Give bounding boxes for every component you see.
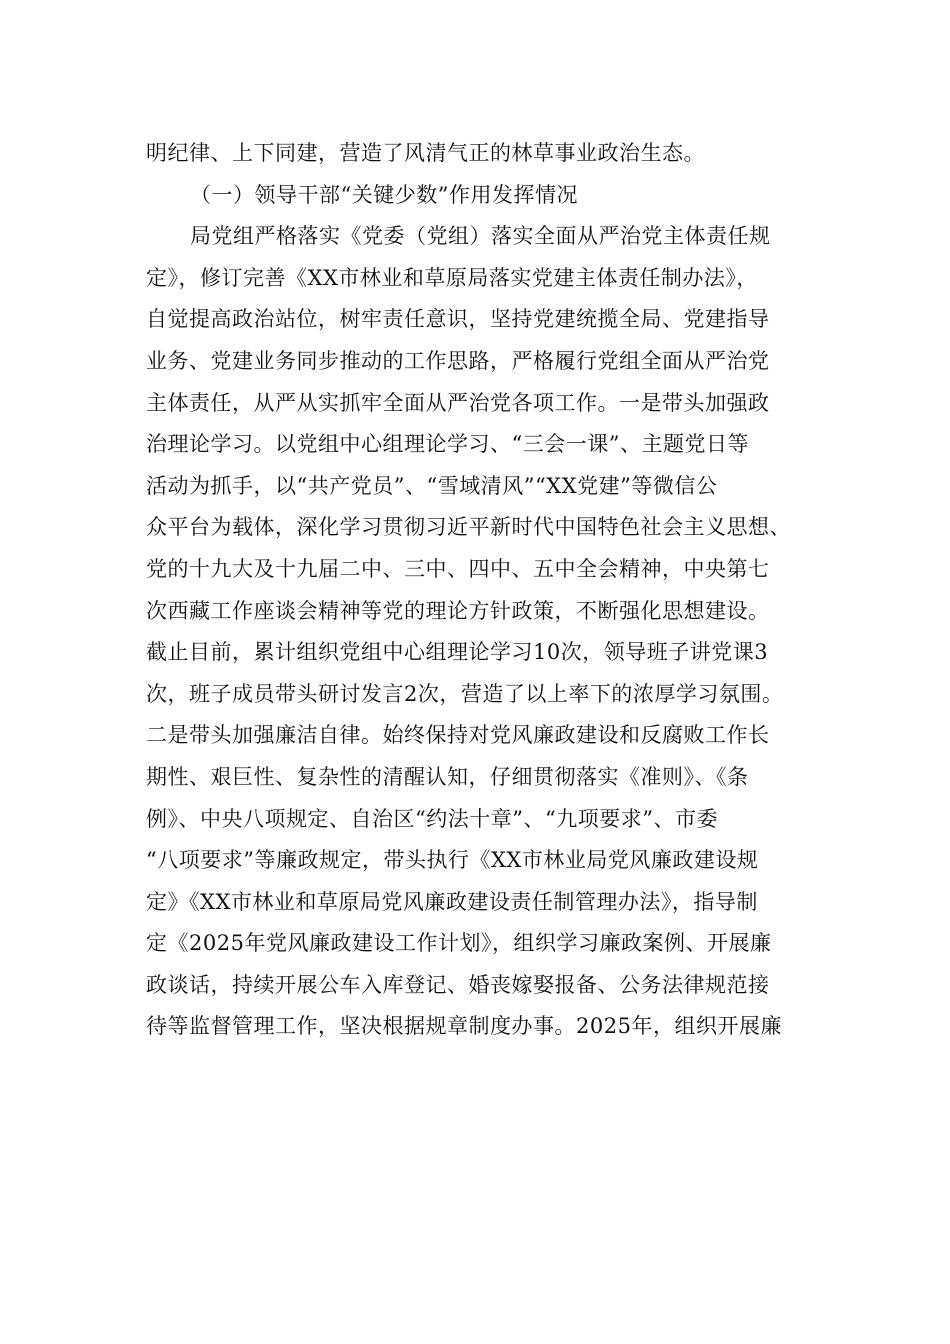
- text-line: 党的十九大及十九届二中、三中、四中、五中全会精神，中央第七: [146, 556, 770, 581]
- text-line: 明纪律、上下同建，营造了风清气正的林草事业政治生态。: [146, 141, 705, 165]
- text-line: 定《2025年党风廉政建设工作计划》，组织学习廉政案例、开展廉: [146, 931, 772, 956]
- text-line: 例》、中央八项规定、自治区“约法十章”、“九项要求”、市委: [146, 806, 718, 831]
- text-line: 次，班子成员带头研讨发言2次，营造了以上率下的浓厚学习氛围。: [146, 681, 784, 706]
- text-line: 众平台为载体，深化学习贯彻习近平新时代中国特色社会主义思想、: [146, 515, 791, 540]
- text-line: 自觉提高政治站位，树牢责任意识，坚持党建统揽全局、党建指导: [146, 307, 770, 332]
- text-line: 活动为抓手，以“共产党员”、“雪域清风”“XX党建”等微信公: [146, 473, 718, 498]
- text-line: 局党组严格落实《党委（党组）落实全面从严治党主体责任规: [190, 224, 771, 249]
- text-line: 治理论学习。以党组中心组理论学习、“三会一课”、主题党日等: [146, 432, 749, 457]
- text-line: 定》，修订完善《XX市林业和草原局落实党建主体责任制办法》，: [146, 265, 758, 290]
- section-heading: （一）领导干部“关键少数”作用发挥情况: [190, 182, 578, 207]
- text-line: 截止目前，累计组织党组中心组理论学习10次，领导班子讲党课3: [146, 640, 769, 665]
- text-line: 主体责任，从严从实抓牢全面从严治党各项工作。一是带头加强政: [146, 390, 770, 415]
- text-line: 次西藏工作座谈会精神等党的理论方针政策，不断强化思想建设。: [146, 598, 770, 623]
- text-line: 二是带头加强廉洁自律。始终保持对党风廉政建设和反腐败工作长: [146, 723, 770, 748]
- document-body: [146, 133, 806, 1048]
- text-line: “八项要求”等廉政规定，带头执行《XX市林业局党风廉政建设规: [146, 848, 759, 873]
- text-line: 定》《XX市林业和草原局党风廉政建设责任制管理办法》，指导制: [146, 889, 758, 914]
- text-line: 待等监督管理工作，坚决根据规章制度办事。2025年，组织开展廉: [146, 1014, 782, 1039]
- text-line: 业务、党建业务同步推动的工作思路，严格履行党组全面从严治党: [146, 348, 770, 373]
- text-line: 政谈话，持续开展公车入库登记、婚丧嫁娶报备、公务法律规范接: [146, 972, 770, 997]
- text-line: 期性、艰巨性、复杂性的清醒认知，仔细贯彻落实《准则》、《条: [146, 764, 749, 789]
